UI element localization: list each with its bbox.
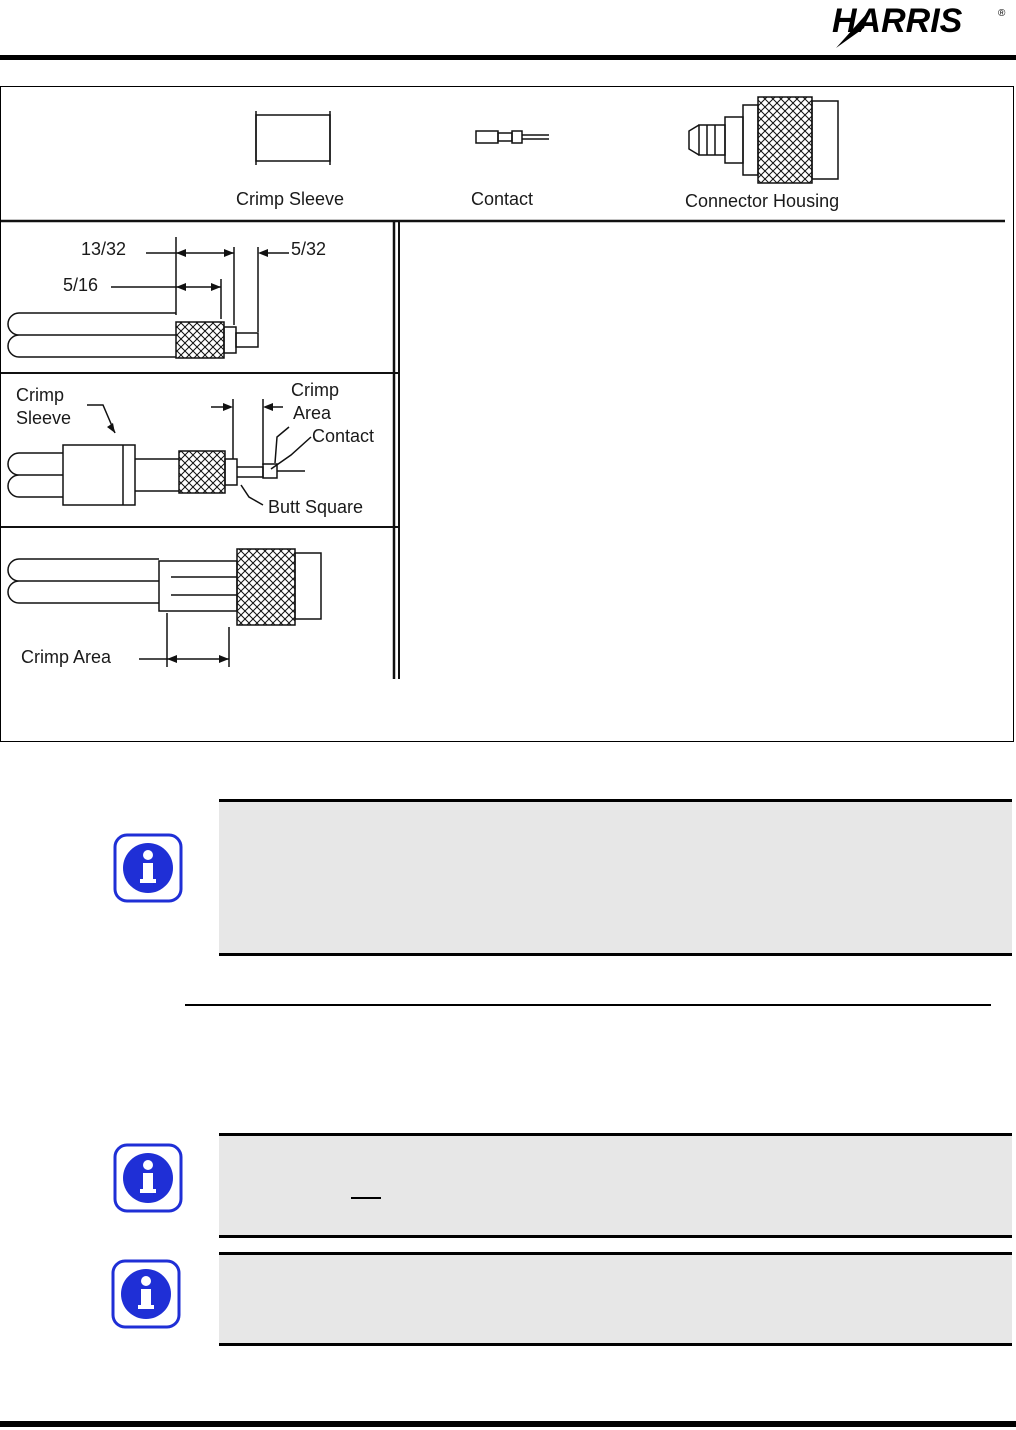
step1-cable	[8, 237, 289, 358]
label-contact-step2: Contact	[312, 426, 375, 446]
label-crimp-sleeve-l2: Sleeve	[16, 408, 72, 428]
header-rule	[0, 55, 1016, 60]
dim-13-32: 13/32	[81, 239, 127, 259]
info-icon	[113, 833, 183, 903]
note-box-1	[219, 799, 1012, 956]
connector-assembly-figure	[0, 86, 1014, 742]
label-crimp-sleeve-l1: Crimp	[16, 385, 64, 405]
contact-part	[476, 131, 549, 143]
info-icon	[111, 1259, 181, 1329]
label-crimp-area-l2: Area	[293, 403, 332, 423]
label-contact: Contact	[471, 189, 534, 209]
label-crimp-area-l1: Crimp	[291, 380, 339, 400]
dim-5-16: 5/16	[63, 275, 99, 295]
label-connector-housing: Connector Housing	[685, 191, 840, 211]
label-crimp-sleeve: Crimp Sleeve	[236, 189, 345, 209]
note-box-2	[219, 1133, 1012, 1238]
footer-rule	[0, 1421, 1016, 1427]
crimp-sleeve-part	[256, 111, 330, 165]
section-rule	[185, 1004, 991, 1006]
harris-logo	[826, 0, 1012, 52]
info-icon	[113, 1143, 183, 1213]
label-crimp-area-step3: Crimp Area	[21, 647, 112, 667]
dim-5-32: 5/32	[291, 239, 327, 259]
connector-housing-part	[689, 97, 838, 183]
note-box-3	[219, 1252, 1012, 1346]
figure-drawing	[1, 87, 1015, 743]
logo-registered-mark: ®	[998, 8, 1006, 19]
label-butt-square: Butt Square	[268, 497, 364, 517]
logo-text: HARRIS	[832, 2, 963, 40]
underline-mark	[351, 1197, 381, 1199]
